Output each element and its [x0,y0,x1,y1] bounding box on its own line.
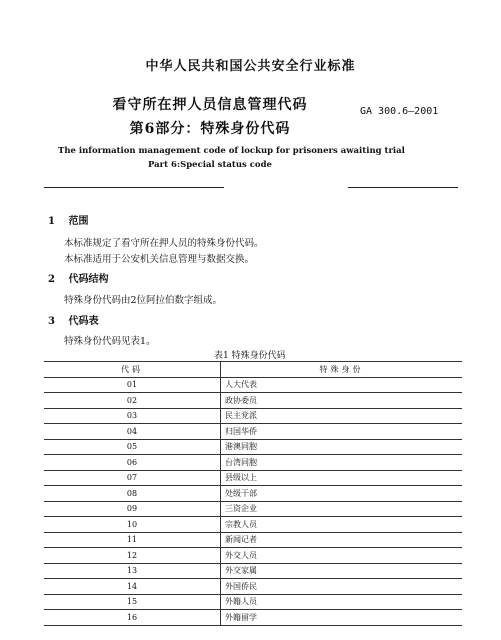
separator-rule-right [348,187,458,188]
status-cell: 民主党派 [221,408,463,424]
column-header-code: 代码 [44,362,221,378]
code-cell: 03 [44,408,221,424]
status-cell: 外国侨民 [221,579,463,595]
paragraph: 特殊身份代码见表1。 [64,336,156,347]
status-cell: 三资企业 [221,501,463,517]
status-cell: 外籍人员 [221,594,463,610]
status-cell: 人大代表 [221,377,463,393]
table-row [44,377,462,393]
section-3-heading [48,312,98,327]
section-1-heading [48,212,88,227]
table-caption: 表1 特殊身份代码 [214,351,286,361]
status-cell: 新闻记者 [221,532,463,548]
section-title: 范围 [68,216,89,227]
table-row [44,439,462,455]
english-subtitle: Part 6:Special status code [148,160,272,170]
status-cell: 县级以上 [221,470,463,486]
status-cell: 台湾同胞 [221,455,463,471]
standard-org-title: 中华人民共和国公共安全行业标准 [145,59,356,74]
table-row [44,424,462,440]
status-cell: 宗教人员 [221,517,463,533]
code-cell: 04 [44,424,221,440]
table-row [44,548,462,564]
code-cell: 01 [44,377,221,393]
section-2-heading [48,270,108,285]
code-cell: 06 [44,455,221,471]
table-row [44,393,462,409]
table-row [44,486,462,502]
status-cell: 外交家属 [221,563,463,579]
section-number: 1 [48,216,55,227]
status-cell: 处级干部 [221,486,463,502]
table-row [44,455,462,471]
table-row [44,610,462,626]
code-cell: 09 [44,501,221,517]
section-title: 代码表 [68,316,99,327]
code-cell: 02 [44,393,221,409]
status-cell: 归国华侨 [221,424,463,440]
document-subtitle: 第6部分：特殊身份代码 [129,121,291,137]
code-cell: 14 [44,579,221,595]
table-header-row [44,362,462,378]
code-cell: 07 [44,470,221,486]
paragraph: 本标准规定了看守所在押人员的特殊身份代码。 [64,238,264,249]
column-header-status: 特殊身份 [221,362,463,378]
table-row [44,579,462,595]
code-cell: 12 [44,548,221,564]
code-cell: 10 [44,517,221,533]
table-row [44,532,462,548]
status-cell: 政协委员 [221,393,463,409]
code-cell: 08 [44,486,221,502]
paragraph: 特殊身份代码由2位阿拉伯数字组成。 [64,295,223,306]
table-row [44,594,462,610]
special-status-code-table [44,361,462,626]
table-row [44,517,462,533]
section-title: 代码结构 [68,274,109,285]
code-cell: 13 [44,563,221,579]
table-row [44,470,462,486]
status-cell: 外籍留学 [221,610,463,626]
section-number: 3 [48,316,55,327]
english-title: The information management code of lockup for prisoners awaiting trial [58,146,405,156]
table-row [44,501,462,517]
status-cell: 港澳同胞 [221,439,463,455]
document-title: 看守所在押人员信息管理代码 [112,97,308,113]
table-row [44,563,462,579]
table-row [44,408,462,424]
section-number: 2 [48,274,55,285]
code-cell: 16 [44,610,221,626]
code-cell: 05 [44,439,221,455]
status-cell: 外交人员 [221,548,463,564]
code-cell: 15 [44,594,221,610]
paragraph: 本标准适用于公安机关信息管理与数据交换。 [64,254,255,265]
separator-rule-left [44,187,224,188]
standard-code: GA 300.6—2001 [360,106,439,117]
code-cell: 11 [44,532,221,548]
